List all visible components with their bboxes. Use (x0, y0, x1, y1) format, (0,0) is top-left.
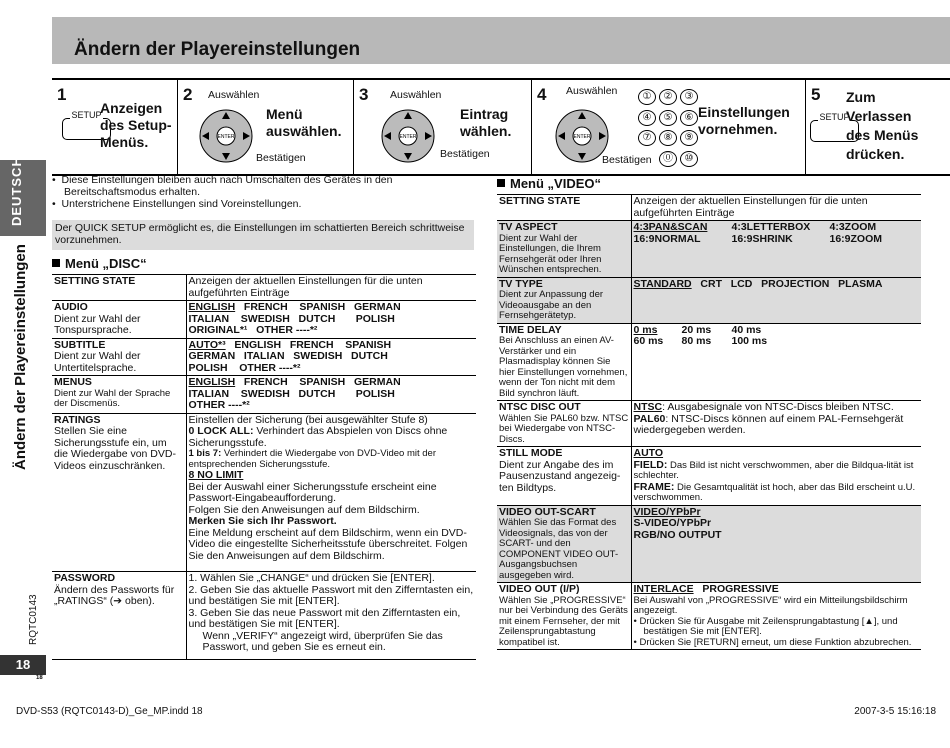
dpad-icon (380, 108, 436, 164)
footer-timestamp: 2007-3-5 15:16:18 (854, 706, 936, 717)
document-code: RQTC0143 (28, 594, 39, 645)
select-label: Auswählen (390, 89, 442, 101)
svg-text:ENTER: ENTER (399, 134, 417, 140)
table-row: SUBTITLE Dient zur Wahl der Untertitelsprache. AUTO*³ ENGLISH FRENCH SPANISH GERMAN ITALIAN SWEDISH DUTCH POLISH OTHER ----*² (52, 338, 476, 376)
step-text: Anzeigen des Setup-Menüs. (100, 100, 172, 150)
step-number: 4 (537, 85, 547, 104)
svg-text:ENTER: ENTER (573, 134, 591, 140)
table-row: SETTING STATE Anzeigen der aktuellen Einstellungen für die unten aufgeführten Einträge (497, 195, 921, 221)
table-row: PASSWORD Ändern des Passworts für „RATINGS“ (➔ oben). 1. Wählen Sie „CHANGE“ und drücken Sie [ENTER]. 2. Geben Sie das aktuelle Passwort mit den Zifferntasten ein, und bestätigen Sie mit [ENTER]. 3. Geben Sie das neue Passwort mit den Zifferntasten ein, und bestätigen Sie mit [ENTER]. Wenn „VERIFY“ angezeigt wird, überprüfen Sie das Passwort, und geben Sie es erneut ein. (52, 572, 476, 660)
number-keys: ① ② ③ ④ ⑤ ⑥ ⑦ ⑧ ⑨ ⓪ ⑩ (638, 85, 701, 167)
step-number: 5 (811, 85, 821, 104)
notes-list (52, 174, 472, 210)
setup-button-icon: SETUP (62, 118, 111, 140)
table-row: STILL MODE Dient zur Angabe des im Pausenzustand angezeig-ten Bildtyps. AUTO FIELD: Das Bild ist nicht verschwommen, aber die Bildqua-lität ist schlechter. FRAME: Die Gesamtqualität ist hoch, aber das Bild erscheint u.U. verschwommen. (497, 447, 921, 506)
step-text: Eintrag wählen. (460, 106, 512, 139)
table-row: TV ASPECT Dient zur Wahl der Einstellungen, die Ihrem Fernsehgerät oder Ihren Wünschen entsprechen. 4:3PAN&SCAN 4:3LETTERBOX 4:3ZOOM 16:9NORMAL 16:9SHRINK 16:9ZOOM (497, 221, 921, 278)
video-settings-table (497, 194, 921, 650)
steps-bar (52, 78, 950, 176)
table-row: RATINGS Stellen Sie eine Sicherungsstufe ein, um die Wiedergabe von DVD-Videos einzuschränken. Einstellen der Sicherung (bei ausgewählter Stufe 8) 0 LOCK ALL: Verhindert das Abspielen von Discs ohne Sicherungsstufe. 1 bis 7: Verhindert die Wiedergabe von DVD-Video mit der entsprechenden Sicherungsstufe. 8 NO LIMIT Bei der Auswahl einer Sicherungsstufe erscheint eine Passwort-Eingabeaufforderung. Folgen Sie den Anweisungen auf dem Bildschirm. Merken Sie sich Ihr Passwort. Eine Meldung erscheint auf dem Bildschirm, wenn ein DVD-Video die eingestellte Sicherheitsstufe überschreitet. Folgen Sie den Anweisungen auf dem Bildschirm. (52, 413, 476, 572)
table-row: SETTING STATE Anzeigen der aktuellen Einstellungen für die unten aufgeführten Einträge (52, 275, 476, 301)
disc-menu-heading: Menü „DISC“ (52, 256, 147, 271)
page-number: 18 (0, 655, 46, 675)
table-row: VIDEO OUT (I/P) Wählen Sie „PROGRESSIVE“ nur bei Verbindung des Geräts mit einem Fernseher, der mit Zeilensprungabtastung kompatibel ist. INTERLACE PROGRESSIVE Bei Auswahl von „PROGRESSIVE“ wird ein Mitteilungsbildschirm angezeigt. • Drücken Sie für Ausgabe mit Zeilensprungabtastung [▲], und bestätigen Sie mit [ENTER]. • Drücken Sie [RETURN] erneut, um diese Funktion abzubrechen. (497, 583, 921, 650)
title-banner (52, 17, 950, 64)
step-2 (178, 80, 354, 176)
quick-setup-note: Der QUICK SETUP ermöglicht es, die Einstellungen im schattierten Bereich schrittweise vorzunehmen. (52, 220, 474, 250)
table-row: VIDEO OUT-SCART Wählen Sie das Format des Videosignals, das von der SCART- und den COMPONENT VIDEO OUT-Ausgangsbuchsen ausgegeben wird. VIDEO/YPbPr S-VIDEO/YPbPr RGB/NO OUTPUT (497, 505, 921, 583)
select-label: Auswählen (208, 89, 260, 101)
table-row: MENUS Dient zur Wahl der Sprache der Discmenüs. ENGLISH FRENCH SPANISH GERMAN ITALIAN SWEDISH DUTCH POLISH OTHER ----*² (52, 376, 476, 414)
confirm-label: Bestätigen (602, 154, 652, 166)
footer-file: DVD-S53 (RQTC0143-D)_Ge_MP.indd 18 (16, 706, 203, 717)
step-text: Zum Verlassen des Menüs drücken. (846, 89, 919, 162)
table-row: AUDIO Dient zur Wahl der Tonspursprache. ENGLISH FRENCH SPANISH GERMAN ITALIAN SWEDISH DUTCH POLISH ORIGINAL*¹ OTHER ----*² (52, 301, 476, 339)
note-item: • Diese Einstellungen bleiben auch nach Umschalten des Gerätes in den Bereitschaftsmodus erhalten. (52, 174, 393, 198)
select-label: Auswählen (566, 85, 618, 97)
dpad-icon (198, 108, 254, 164)
step-5 (806, 80, 950, 176)
page-title: Ändern der Playereinstellungen (74, 39, 361, 60)
table-row: NTSC DISC OUT Wählen Sie PAL60 bzw. NTSC bei Wiedergabe von NTSC-Discs. NTSC: Ausgabesignale von NTSC-Discs bleiben NTSC. PAL60: NTSC-Discs können auf einem PAL-Fernsehgerät wiedergegeben werden. (497, 401, 921, 447)
step-number: 1 (57, 85, 67, 104)
step-number: 3 (359, 85, 369, 104)
setup-button-icon: SETUP (810, 120, 859, 142)
language-tab: DEUTSCH (0, 160, 46, 236)
vertical-title: Ändern der Playereinstellungen (12, 244, 29, 470)
disc-settings-table (52, 274, 476, 660)
table-row: TIME DELAY Bei Anschluss an einen AV-Verstärker und ein Plasmadisplay können Sie hier Einstellungen vornehmen, wenn der Ton nicht mit dem Bild synchron läuft. 0 ms 20 ms 40 ms 60 ms 80 ms 100 ms (497, 323, 921, 401)
note-item: • Unterstrichene Einstellungen sind Voreinstellungen. (52, 198, 302, 210)
step-3 (354, 80, 532, 176)
svg-text:ENTER: ENTER (217, 134, 235, 140)
step-number: 2 (183, 85, 193, 104)
table-row: TV TYPE Dient zur Anpassung der Videoausgabe an den Fernsehgerätetyp. STANDARD CRT LCD PROJECTION PLASMA (497, 277, 921, 323)
print-footer (16, 706, 936, 717)
step-1 (52, 80, 178, 176)
confirm-label: Bestätigen (440, 148, 490, 160)
step-text: Einstellungen vornehmen. (698, 104, 790, 137)
video-menu-heading: Menü „VIDEO“ (497, 176, 601, 191)
page-number-small: 18 (36, 675, 43, 681)
step-text: Menü auswählen. (266, 106, 342, 139)
confirm-label: Bestätigen (256, 152, 306, 164)
